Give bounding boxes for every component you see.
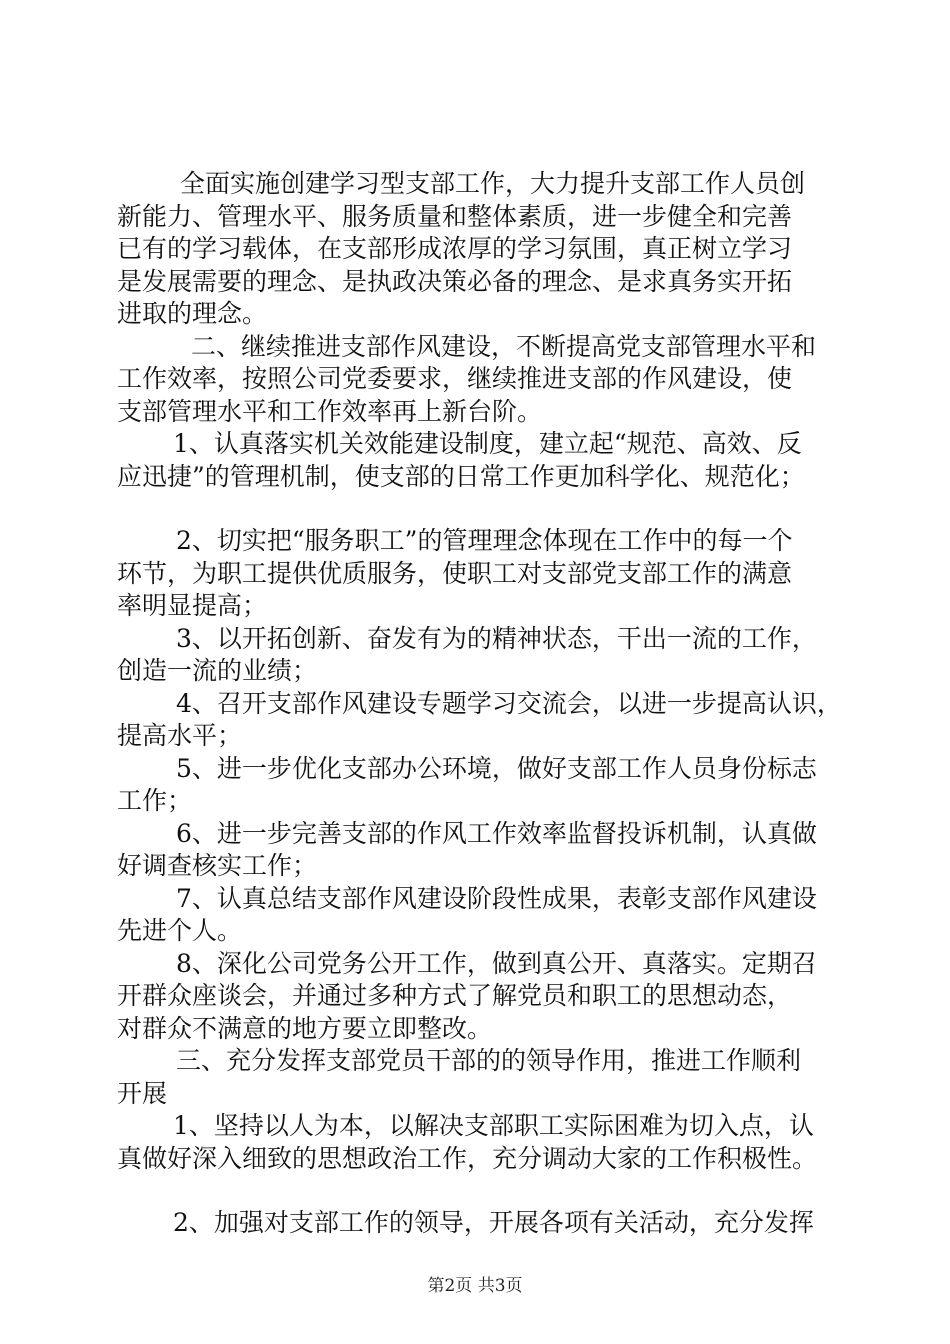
paragraph-item-6-supervision: 6、进一步完善支部的作风工作效率监督投诉机制，认真做 好调查核实工作； — [117, 818, 817, 880]
paragraph-item-8-openness: 8、深化公司党务公开工作，做到真公开、真落实。定期召 开群众座谈会，并通过多种方式了解党员和职工的思想动态， 对群众不满意的地方要立即整改。 — [117, 948, 817, 1043]
paragraph-item-2-service: 2、切实把“服务职工”的管理理念体现在工作中的每一个 环节，为职工提供优质服务，使职工对支部党支部工作的满意 率明显提高； — [117, 526, 793, 620]
paragraph-section-three-heading: 三、充分发挥支部党员干部的的领导作用，推进工作顺利 开展 — [117, 1046, 802, 1108]
paragraph-section-three-item-2: 2、加强对支部工作的领导，开展各项有关活动，充分发挥 — [173, 1208, 814, 1237]
paragraph-item-3-innovation: 3、以开拓创新、奋发有为的精神状态，干出一流的工作， 创造一流的业绩； — [117, 623, 817, 685]
paragraph-learning-branch: 全面实施创建学习型支部工作，大力提升支部工作人员创 新能力、管理水平、服务质量和整体素质，进一步健全和完善 已有的学习载体，在支部形成浓厚的学习氛围，真正树立学习 是发展需要的理念、是执政决策必备的理念、是求真务实开拓 进取的理念。 — [117, 169, 806, 328]
page-footer: 第2页 共3页 — [427, 1276, 523, 1296]
paragraph-section-three-item-1: 1、坚持以人为本，以解决支部职工实际困难为切入点，认 真做好深入细致的思想政治工作，充分调动大家的工作积极性。 — [117, 1111, 818, 1173]
document-body — [117, 168, 847, 1240]
paragraph-item-1-efficiency: 1、认真落实机关效能建设制度，建立起“规范、高效、反 应迅捷”的管理机制，使支部的日常工作更加科学化、规范化； — [117, 429, 805, 491]
paragraph-item-7-summary: 7、认真总结支部作风建设阶段性成果，表彰支部作风建设 先进个人。 — [117, 883, 817, 945]
paragraph-item-5-environment: 5、进一步优化支部办公环境，做好支部工作人员身份标志 工作； — [117, 753, 817, 815]
paragraph-item-4-meeting: 4、召开支部作风建设专题学习交流会，以进一步提高认识， 提高水平； — [117, 688, 842, 750]
paragraph-section-two-heading: 二、继续推进支部作风建设，不断提高党支部管理水平和 工作效率，按照公司党委要求，继续推进支部的作风建设，使 支部管理水平和工作效率再上新台阶。 — [117, 331, 817, 426]
